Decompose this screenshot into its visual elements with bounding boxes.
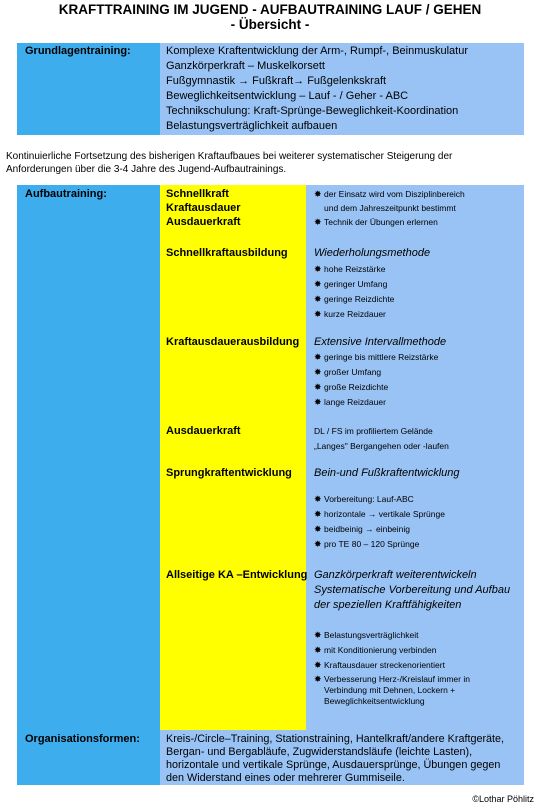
copyright-notice: ©Lothar Pöhlitz (472, 794, 534, 804)
star-bullet-icon: ✸ (314, 189, 322, 199)
star-bullet-icon: ✸ (314, 309, 322, 319)
grundlagen-line: Beweglichkeitsentwicklung – Lauf - / Geher - ABC (166, 90, 409, 102)
bullet-item: ✸ pro TE 80 – 120 Sprünge (314, 539, 420, 549)
star-bullet-icon: ✸ (314, 264, 322, 274)
organisation-line: den Widerstand eines oder mehrerer Gummiseile. (166, 772, 405, 784)
grundlagen-label: Grundlagentraining: (25, 45, 131, 57)
star-bullet-icon: ✸ (314, 279, 322, 289)
star-bullet-icon: ✸ (314, 660, 322, 670)
bullet-item: ✸ Kraftausdauer streckenorientiert (314, 660, 445, 670)
star-bullet-icon: ✸ (314, 645, 322, 655)
grundlagen-line: Fußgymnastik → Fußkraft→ Fußgelenkskraft (166, 75, 387, 87)
organisation-line: Bergan- und Bergabläufe, Zugwiderstandsläufe (leichte Lasten), (166, 746, 473, 758)
organisation-label: Organisationsformen: (25, 733, 140, 745)
page-title: KRAFTTRAINING IM JUGEND - AUFBAUTRAINING LAUF / GEHEN (58, 2, 482, 17)
bullet-item: ✸ Verbesserung Herz-/Kreislauf immer in (314, 674, 470, 684)
topic-item: Schnellkraft (166, 188, 229, 200)
star-bullet-icon: ✸ (314, 539, 322, 549)
detail-line: DL / FS im profiliertem Gelände (314, 426, 433, 436)
method-title: Wiederholungsmethode (314, 247, 431, 259)
organisation-line: horizontale und vertikale Sprünge, Ausdauersprünge, Übungen gegen (166, 759, 501, 771)
method-title: der speziellen Kraftfähigkeiten (314, 599, 462, 611)
aufbau-topic-column (160, 185, 306, 730)
bullet-item: ✸ große Reizdichte (314, 382, 389, 392)
bullet-continuation: Beweglichkeitsentwicklung (324, 696, 425, 706)
grundlagen-line: Belastungsverträglichkeit aufbauen (166, 120, 338, 132)
bullet-item: ✸ beidbeinig → einbeinig (314, 524, 411, 534)
method-title: Extensive Intervallmethode (314, 336, 447, 348)
star-bullet-icon: ✸ (314, 367, 322, 377)
star-bullet-icon: ✸ (314, 524, 322, 534)
bullet-item: ✸ Vorbereitung: Lauf-ABC (314, 494, 414, 504)
method-title: Ganzkörperkraft weiterentwickeln (314, 569, 477, 581)
topic-title: Allseitige KA –Entwicklung (166, 569, 308, 581)
topic-item: Ausdauerkraft (166, 216, 241, 228)
bullet-item: ✸ geringer Umfang (314, 279, 388, 289)
bullet-item: ✸ großer Umfang (314, 367, 382, 377)
topic-item: Kraftausdauer (166, 202, 241, 214)
star-bullet-icon: ✸ (314, 382, 322, 392)
bullet-item: ✸ mit Konditionierung verbinden (314, 645, 437, 655)
organisation-line: Kreis-/Circle–Training, Stationstraining, Hantelkraft/andere Kraftgeräte, (166, 733, 505, 745)
star-bullet-icon: ✸ (314, 674, 322, 684)
intro-line: Kontinuierliche Fortsetzung des bisherigen Kraftaufbaues bei weiterer systematischer Steigerung der (6, 151, 453, 162)
bullet-item: ✸ kurze Reizdauer (314, 309, 386, 319)
star-bullet-icon: ✸ (314, 217, 322, 227)
aufbau-label-column (17, 185, 160, 785)
topic-title: Schnellkraftausbildung (166, 247, 288, 259)
bullet-item: ✸ lange Reizdauer (314, 397, 386, 407)
topic-title: Sprungkraftentwicklung (166, 467, 292, 479)
bullet-item: ✸ geringe bis mittlere Reizstärke (314, 352, 439, 362)
aufbau-label: Aufbautraining: (25, 188, 107, 200)
bullet-item: ✸ horizontale → vertikale Sprünge (314, 509, 445, 519)
star-bullet-icon: ✸ (314, 352, 322, 362)
method-title: Bein-und Fußkraftentwicklung (314, 467, 460, 479)
page-subtitle: - Übersicht - (230, 17, 310, 32)
detail-line: „Langes" Bergangehen oder -laufen (314, 441, 449, 451)
bullet-continuation: und dem Jahreszeitpunkt bestimmt (324, 203, 456, 213)
star-bullet-icon: ✸ (314, 630, 322, 640)
method-title: Systematische Vorbereitung und Aufbau (314, 584, 511, 596)
grundlagen-line: Komplexe Kraftentwicklung der Arm-, Rumpf-, Beinmuskulatur (166, 45, 469, 57)
bullet-item: ✸ hohe Reizstärke (314, 264, 386, 274)
topic-title: Ausdauerkraft (166, 425, 241, 437)
star-bullet-icon: ✸ (314, 397, 322, 407)
intro-line: Anforderungen über die 3-4 Jahre des Jugend-Aufbautrainings. (6, 164, 287, 175)
star-bullet-icon: ✸ (314, 509, 322, 519)
star-bullet-icon: ✸ (314, 294, 322, 304)
bullet-item: ✸ der Einsatz wird vom Disziplinbereich (314, 189, 465, 199)
bullet-item: ✸ Belastungsverträglichkeit (314, 630, 419, 640)
topic-title: Kraftausdauerausbildung (166, 336, 300, 348)
bullet-item: ✸ Technik der Übungen erlernen (314, 217, 438, 227)
grundlagen-line: Technikschulung: Kraft-Sprünge-Beweglichkeit-Koordination (166, 105, 459, 117)
bullet-item: ✸ geringe Reizdichte (314, 294, 395, 304)
star-bullet-icon: ✸ (314, 494, 322, 504)
grundlagen-line: Ganzkörperkraft – Muskelkorsett (166, 60, 325, 72)
bullet-continuation: Verbindung mit Dehnen, Lockern + (324, 685, 456, 695)
